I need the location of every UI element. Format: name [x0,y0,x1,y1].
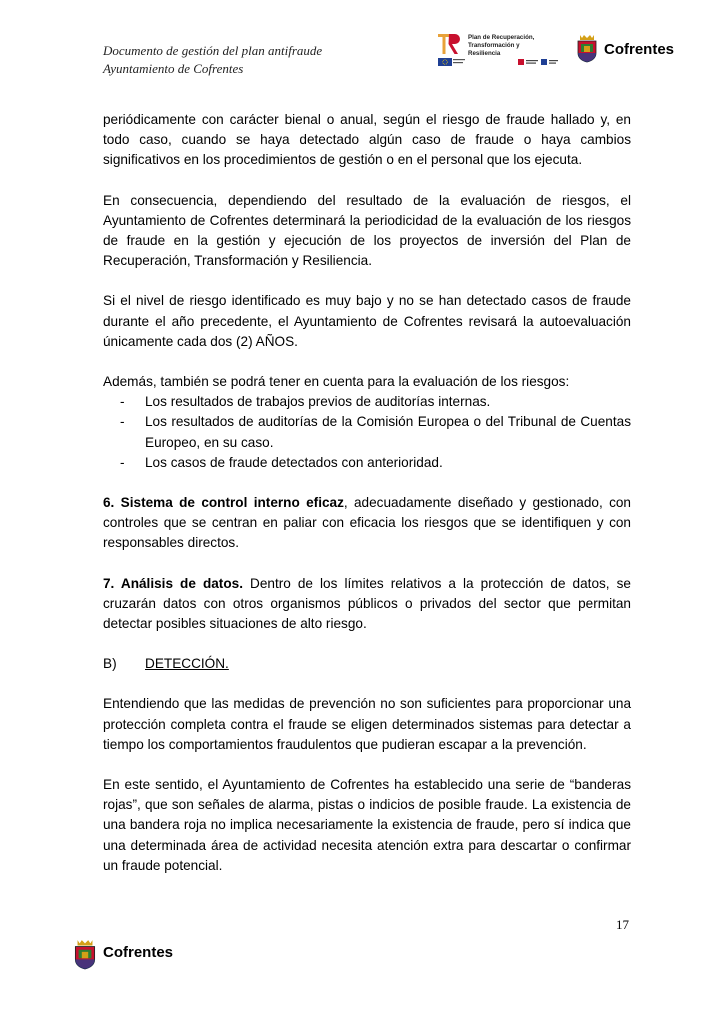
item-7-text: Dentro de los límites relativos a la protección de datos, se cruzarán datos con otros organismos públicos o privados del sector que permitan detectar posibles situaciones de alto riesgo. [103,575,631,632]
header-document-info [103,42,322,78]
brand-header: Cofrentes [604,41,675,58]
section-heading [103,654,631,674]
item-7-heading: 7. Análisis de datos. [103,575,243,591]
list-item-text: Los casos de fraude detectados con anterioridad. [145,454,443,470]
brand-footer: Cofrentes [103,944,174,961]
item-6-text: , adecuadamente diseñado y gestionado, con controles que se centran en paliar con eficacia los riesgos que se identifiquen y con responsables directos. [103,495,631,551]
paragraph: En consecuencia, dependiendo del resultado de la evaluación de riesgos, el Ayuntamiento de Cofrentes determinará la periodicidad de la evaluación de los riesgos de fraude en la gestión y ejecución de los proyectos de inversión del Plan de Recuperación, Transformación y Resiliencia. [103,192,631,269]
section-title: DETECCIÓN. [145,656,229,672]
item-6-heading: 6. Sistema de control interno eficaz [103,495,344,511]
government-logos-icon [518,58,558,66]
paragraph: Si el nivel de riesgo identificado es muy bajo y no se han detectado casos de fraude durante el año precedente, el Ayuntamiento de Cofrentes revisará la autoevaluación únicamente cada dos (2) AÑOS. [103,293,631,349]
list-marker: - [120,454,125,470]
section-letter: B) [103,656,117,672]
item-6-paragraph [103,493,631,554]
paragraph: Entendiendo que las medidas de prevención no son suficientes para proporcionar una protección completa contra el fraude se eligen determinados sistemas para detectar a tiempo los comportamientos fraudulentos que pudieran escapar a la prevención. [103,696,631,752]
page-number: 17 [616,917,629,932]
list-item-text: Los resultados de auditorías de la Comisión Europea o del Tribunal de Cuentas Europeo, en su caso. [145,414,631,450]
list-item [103,453,631,473]
list-item [103,392,631,412]
risk-list [103,392,631,473]
paragraph: Además, también se podrá tener en cuenta para la evaluación de los riesgos: [103,374,570,390]
cofrentes-shield-icon [73,938,97,970]
list-item-text: Los resultados de trabajos previos de auditorías internas. [145,394,491,410]
cofrentes-shield-icon [576,33,598,63]
recovery-plan-text: Plan de Recuperación, Transformación y Resiliencia [468,34,535,57]
document-title: Documento de gestión del plan antifraude [103,43,323,58]
list-item [103,412,631,452]
list-marker: - [120,414,125,430]
recovery-plan-tr-icon [438,32,466,68]
item-7-paragraph [103,574,631,635]
paragraph: periódicamente con carácter bienal o anual, según el riesgo de fraude hallado y, en todo caso, cuando se haya detectado algún caso de fraude o haya cambios significativos en los procedimientos de gestión o en el personal que los ejecuta. [103,112,631,168]
list-marker: - [120,394,125,410]
recovery-plan-logo [438,32,558,68]
document-subtitle: Ayuntamiento de Cofrentes [103,61,244,76]
document-body [103,110,631,896]
paragraph: En este sentido, el Ayuntamiento de Cofrentes ha establecido una serie de “banderas rojas”, que son señales de alarma, pistas o indicios de posible fraude. La existencia de una bandera roja no implica necesariamente la existencia de fraude, pero sí indica que una determinada área de actividad necesita atención extra para descartar o confirmar un fraude potencial. [103,777,631,873]
